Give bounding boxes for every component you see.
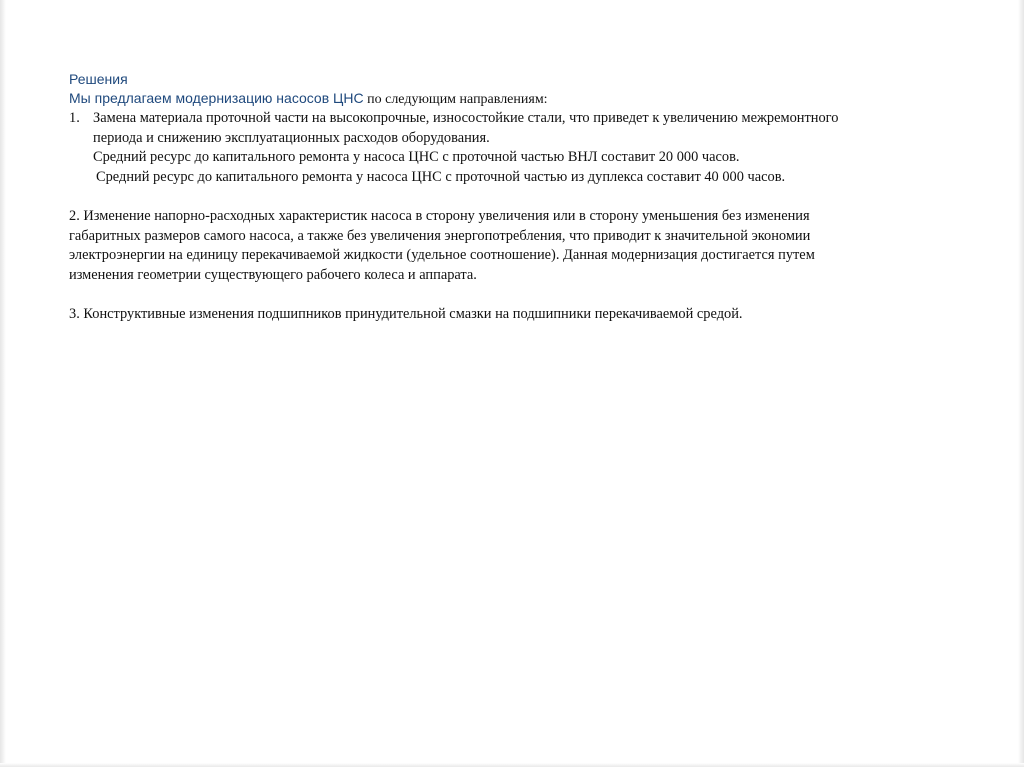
list-item-1-line-2: периода и снижению эксплуатационных расходов оборудования. <box>93 129 490 146</box>
list-item-2-line-1: 2. Изменение напорно-расходных характеристик насоса в сторону увеличения или в сторону уменьшения без изменения <box>69 208 810 224</box>
slide-heading: Решения <box>69 71 128 87</box>
list-item-1 <box>69 109 949 187</box>
list-item-2-line-4: изменения геометрии существующего рабочего колеса и аппарата. <box>69 266 477 283</box>
slide-shadow-right <box>1018 0 1024 767</box>
list-item-2-line-3: электроэнергии на единицу перекачиваемой жидкости (удельное соотношение). Данная модернизация достигается путем <box>69 247 815 263</box>
slide-shadow-left <box>0 0 6 767</box>
slide-intro <box>69 88 949 110</box>
list-item-2-line-2: габаритных размеров самого насоса, а также без увеличения энергопотребления, что приводит к значительной экономии <box>69 227 811 244</box>
list-item-1-number: 1. <box>69 110 80 126</box>
list-item-3-line-1: 3. Конструктивные изменения подшипников принудительной смазки на подшипники перекачиваемой средой. <box>69 306 743 322</box>
list-item-3 <box>69 305 949 325</box>
slide-shadow-bottom <box>0 763 1024 767</box>
intro-serif-text: по следующим направлениям: <box>363 92 548 107</box>
list-item-1-line-4: Средний ресурс до капитального ремонта у насоса ЦНС с проточной частью из дуплекса составит 40 000 часов. <box>96 168 786 185</box>
paragraph-gap <box>69 285 949 305</box>
slide-content <box>69 71 949 325</box>
list-item-1-line-1: Замена материала проточной части на высокопрочные, износостойкие стали, что приведет к увеличению межремонтного <box>93 110 839 126</box>
intro-sans-text: Мы предлагаем модернизацию насосов ЦНС <box>69 90 364 106</box>
list-item-2 <box>69 207 949 285</box>
list-item-1-line-3: Средний ресурс до капитального ремонта у насоса ЦНС с проточной частью ВНЛ составит 20 000 часов. <box>93 149 740 165</box>
paragraph-gap <box>69 187 949 207</box>
